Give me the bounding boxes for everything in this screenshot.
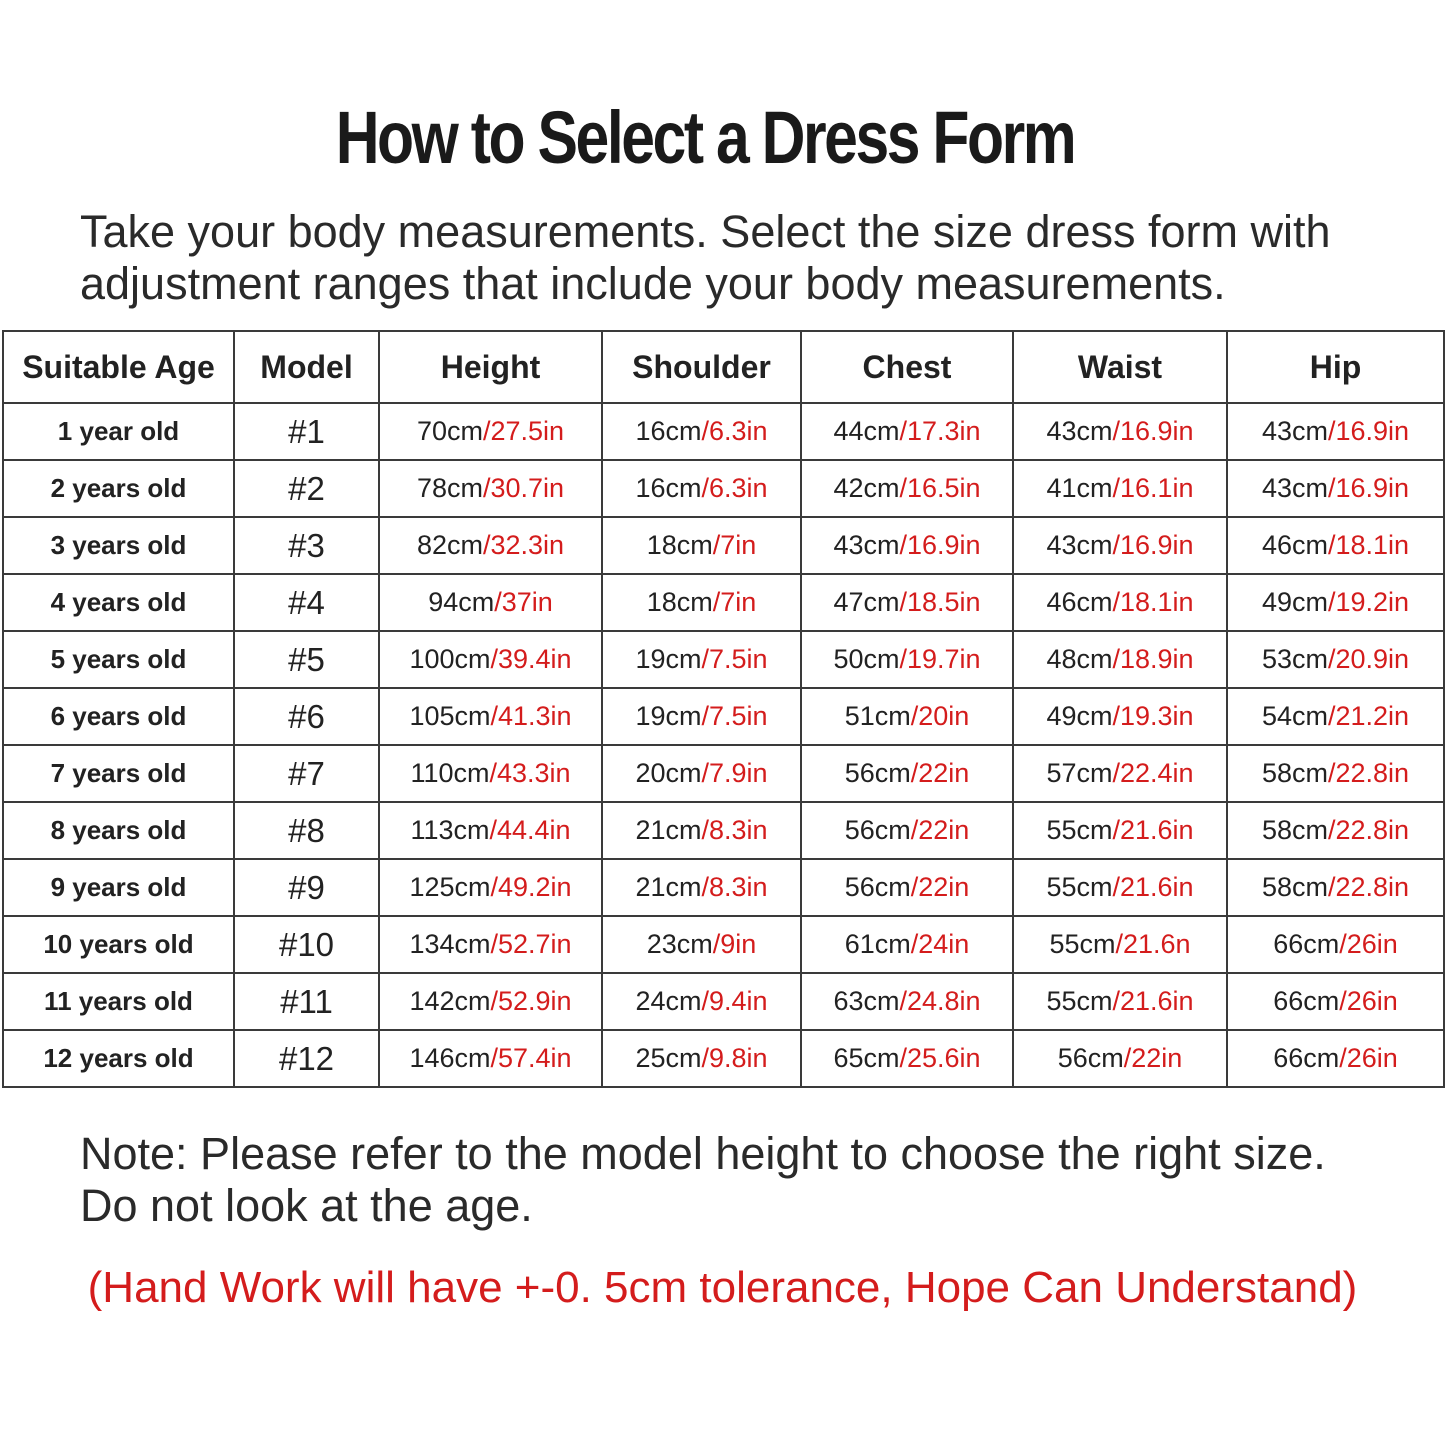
intro-line-1: Take your body measurements. Select the size dress form with [80,206,1331,257]
cell-shoulder [602,517,801,574]
hip-inch-value: /22.8in [1327,872,1410,902]
waist-cm-value: 43cm [1046,416,1113,446]
shoulder-inch-value: /7in [712,587,757,617]
chest-inch-value: /25.6in [899,1043,981,1073]
cell-model: #2 [234,460,379,517]
cell-hip [1227,802,1444,859]
waist-inch-value: /21.6in [1112,986,1194,1016]
height-cm-value: 113cm [410,815,490,845]
chest-inch-value: /24in [910,929,970,959]
cell-shoulder [602,973,801,1030]
cell-age: 4 years old [3,574,234,631]
cell-chest [801,631,1013,688]
cell-chest [801,916,1013,973]
waist-inch-value: /21.6in [1112,815,1194,845]
height-cm-value: 70cm [416,416,483,446]
shoulder-inch-value: /7.5in [701,701,768,731]
height-inch-value: /41.3in [490,701,572,731]
hip-inch-value: /21.2in [1327,701,1410,731]
waist-cm-value: 55cm [1046,815,1113,845]
shoulder-cm-value: 24cm [635,986,702,1016]
chest-inch-value: /16.9in [899,530,981,560]
cell-chest [801,1030,1013,1087]
column-header-waist: Waist [1013,331,1227,403]
height-cm-value: 82cm [416,530,483,560]
cell-age: 6 years old [3,688,234,745]
shoulder-cm-value: 18cm [646,587,713,617]
shoulder-inch-value: /9in [712,929,757,959]
shoulder-inch-value: /7.9in [701,758,768,788]
column-header-model: Model [234,331,379,403]
height-cm-value: 146cm [409,1043,491,1073]
height-cm-value: 125cm [409,872,491,902]
chest-cm-value: 65cm [833,1043,900,1073]
cell-waist [1013,1030,1227,1087]
column-header-height: Height [379,331,602,403]
height-cm-value: 100cm [409,644,491,674]
cell-age: 3 years old [3,517,234,574]
waist-cm-value: 41cm [1046,473,1113,503]
hip-cm-value: 43cm [1261,473,1328,503]
hip-cm-value: 66cm [1273,986,1340,1016]
hip-inch-value: /20.9in [1327,644,1410,674]
height-cm-value: 105cm [409,701,491,731]
cell-chest [801,517,1013,574]
shoulder-inch-value: /8.3in [701,872,768,902]
chest-cm-value: 51cm [844,701,911,731]
cell-waist [1013,460,1227,517]
height-inch-value: /52.7in [490,929,572,959]
note-line-1: Note: Please refer to the model height to choose the right size. [80,1128,1326,1179]
size-chart-table [2,330,1445,1088]
shoulder-cm-value: 16cm [635,416,702,446]
cell-chest [801,688,1013,745]
height-inch-value: /43.3in [489,758,571,788]
cell-height [379,1030,602,1087]
chest-inch-value: /17.3in [899,416,981,446]
height-inch-value: /57.4in [490,1043,572,1073]
cell-hip [1227,517,1444,574]
height-inch-value: /39.4in [490,644,572,674]
hip-cm-value: 54cm [1261,701,1328,731]
chest-inch-value: /16.5in [899,473,981,503]
cell-chest [801,403,1013,460]
chest-cm-value: 50cm [833,644,900,674]
shoulder-inch-value: /9.4in [701,986,768,1016]
table-row [3,631,1444,688]
cell-hip [1227,631,1444,688]
waist-cm-value: 55cm [1046,872,1113,902]
hip-inch-value: /18.1in [1327,530,1410,560]
waist-cm-value: 46cm [1046,587,1113,617]
cell-shoulder [602,460,801,517]
height-cm-value: 110cm [410,758,490,788]
table-row [3,460,1444,517]
waist-cm-value: 49cm [1046,701,1113,731]
cell-age: 1 year old [3,403,234,460]
hip-inch-value: /22.8in [1327,758,1410,788]
shoulder-inch-value: /7in [712,530,757,560]
cell-waist [1013,973,1227,1030]
cell-hip [1227,916,1444,973]
chest-cm-value: 56cm [844,815,911,845]
cell-model: #3 [234,517,379,574]
waist-cm-value: 48cm [1046,644,1113,674]
table-body [3,403,1444,1087]
hip-cm-value: 58cm [1261,758,1328,788]
chest-cm-value: 56cm [844,758,911,788]
waist-inch-value: /22.4in [1112,758,1194,788]
cell-shoulder [602,631,801,688]
cell-hip [1227,688,1444,745]
cell-waist [1013,916,1227,973]
waist-cm-value: 55cm [1046,986,1113,1016]
cell-height [379,403,602,460]
table-row [3,802,1444,859]
cell-height [379,460,602,517]
cell-model: #6 [234,688,379,745]
cell-waist [1013,631,1227,688]
hip-inch-value: /16.9in [1327,416,1410,446]
height-inch-value: /32.3in [482,530,565,560]
height-inch-value: /37in [494,587,553,617]
waist-inch-value: /22in [1123,1043,1183,1073]
hip-inch-value: /16.9in [1327,473,1410,503]
table-row [3,403,1444,460]
table-row [3,973,1444,1030]
cell-age: 7 years old [3,745,234,802]
cell-age: 11 years old [3,973,234,1030]
cell-height [379,745,602,802]
column-header-shoulder: Shoulder [602,331,801,403]
chest-cm-value: 42cm [833,473,900,503]
cell-height [379,631,602,688]
cell-hip [1227,403,1444,460]
height-inch-value: /49.2in [490,872,572,902]
shoulder-cm-value: 23cm [646,929,713,959]
hip-cm-value: 43cm [1261,416,1328,446]
hip-inch-value: /26in [1339,986,1398,1016]
cell-model: #4 [234,574,379,631]
cell-hip [1227,745,1444,802]
shoulder-cm-value: 20cm [635,758,702,788]
intro-line-2: adjustment ranges that include your body measurements. [80,258,1226,309]
cell-age: 8 years old [3,802,234,859]
column-header-hip: Hip [1227,331,1444,403]
cell-height [379,973,602,1030]
note-text [80,1128,1420,1232]
waist-cm-value: 55cm [1049,929,1116,959]
note-line-2: Do not look at the age. [80,1180,533,1231]
waist-cm-value: 57cm [1046,758,1113,788]
chest-cm-value: 44cm [833,416,900,446]
cell-height [379,688,602,745]
table-row [3,916,1444,973]
table-row [3,745,1444,802]
table-row [3,1030,1444,1087]
cell-model: #11 [234,973,379,1030]
cell-model: #12 [234,1030,379,1087]
cell-height [379,802,602,859]
height-inch-value: /44.4in [489,815,571,845]
cell-waist [1013,688,1227,745]
cell-shoulder [602,688,801,745]
table-row [3,517,1444,574]
shoulder-cm-value: 21cm [635,872,702,902]
cell-waist [1013,403,1227,460]
cell-waist [1013,574,1227,631]
cell-height [379,916,602,973]
chest-cm-value: 61cm [844,929,911,959]
table-row [3,859,1444,916]
hip-inch-value: /19.2in [1327,587,1410,617]
cell-hip [1227,973,1444,1030]
waist-cm-value: 43cm [1046,530,1113,560]
table-header-row [3,331,1444,403]
chest-inch-value: /18.5in [899,587,981,617]
cell-waist [1013,517,1227,574]
cell-waist [1013,802,1227,859]
intro-text [80,206,1420,310]
cell-hip [1227,460,1444,517]
chest-inch-value: /22in [910,815,970,845]
chest-inch-value: /19.7in [899,644,981,674]
cell-shoulder [602,859,801,916]
height-inch-value: /27.5in [482,416,565,446]
cell-chest [801,460,1013,517]
hip-cm-value: 49cm [1261,587,1328,617]
cell-shoulder [602,1030,801,1087]
column-header-age: Suitable Age [3,331,234,403]
cell-chest [801,574,1013,631]
waist-inch-value: /18.1in [1112,587,1194,617]
waist-cm-value: 56cm [1057,1043,1124,1073]
shoulder-cm-value: 19cm [635,701,702,731]
hip-cm-value: 53cm [1261,644,1328,674]
cell-shoulder [602,745,801,802]
hip-inch-value: /22.8in [1327,815,1410,845]
cell-chest [801,802,1013,859]
cell-height [379,574,602,631]
chest-inch-value: /22in [910,872,970,902]
shoulder-inch-value: /6.3in [701,416,768,446]
waist-inch-value: /16.1in [1112,473,1194,503]
cell-shoulder [602,574,801,631]
cell-chest [801,859,1013,916]
cell-shoulder [602,916,801,973]
chest-inch-value: /24.8in [899,986,981,1016]
waist-inch-value: /16.9in [1112,416,1194,446]
cell-hip [1227,859,1444,916]
height-inch-value: /52.9in [490,986,572,1016]
hip-cm-value: 46cm [1261,530,1328,560]
cell-waist [1013,859,1227,916]
height-cm-value: 78cm [416,473,483,503]
hip-cm-value: 66cm [1273,929,1340,959]
cell-age: 10 years old [3,916,234,973]
cell-height [379,517,602,574]
shoulder-cm-value: 19cm [635,644,702,674]
chest-cm-value: 47cm [833,587,900,617]
cell-age: 12 years old [3,1030,234,1087]
cell-chest [801,745,1013,802]
shoulder-cm-value: 16cm [635,473,702,503]
waist-inch-value: /16.9in [1112,530,1194,560]
shoulder-cm-value: 21cm [635,815,702,845]
waist-inch-value: /21.6in [1112,872,1194,902]
tolerance-notice: (Hand Work will have +-0. 5cm tolerance, Hope Can Understand) [87,1263,1358,1312]
chest-cm-value: 43cm [833,530,900,560]
hip-inch-value: /26in [1339,929,1398,959]
cell-model: #5 [234,631,379,688]
cell-shoulder [602,802,801,859]
shoulder-inch-value: /6.3in [701,473,768,503]
table-row [3,688,1444,745]
hip-cm-value: 66cm [1273,1043,1340,1073]
cell-model: #8 [234,802,379,859]
cell-shoulder [602,403,801,460]
table-row [3,574,1444,631]
height-cm-value: 94cm [428,587,495,617]
waist-inch-value: /19.3in [1112,701,1194,731]
cell-model: #9 [234,859,379,916]
cell-waist [1013,745,1227,802]
hip-inch-value: /26in [1339,1043,1398,1073]
waist-inch-value: /18.9in [1112,644,1194,674]
chest-inch-value: /20in [910,701,970,731]
shoulder-cm-value: 25cm [635,1043,702,1073]
cell-hip [1227,1030,1444,1087]
height-inch-value: /30.7in [482,473,565,503]
hip-cm-value: 58cm [1261,815,1328,845]
chest-inch-value: /22in [910,758,970,788]
cell-model: #7 [234,745,379,802]
shoulder-inch-value: /7.5in [701,644,768,674]
cell-age: 9 years old [3,859,234,916]
page-title: How to Select a Dress Form [335,96,1075,179]
hip-cm-value: 58cm [1261,872,1328,902]
chest-cm-value: 56cm [844,872,911,902]
cell-chest [801,973,1013,1030]
cell-age: 2 years old [3,460,234,517]
shoulder-inch-value: /9.8in [701,1043,768,1073]
cell-height [379,859,602,916]
cell-model: #1 [234,403,379,460]
cell-hip [1227,574,1444,631]
cell-model: #10 [234,916,379,973]
height-cm-value: 134cm [409,929,491,959]
height-cm-value: 142cm [409,986,491,1016]
chest-cm-value: 63cm [833,986,900,1016]
column-header-chest: Chest [801,331,1013,403]
shoulder-inch-value: /8.3in [701,815,768,845]
cell-age: 5 years old [3,631,234,688]
waist-inch-value: /21.6n [1115,929,1191,959]
shoulder-cm-value: 18cm [646,530,713,560]
